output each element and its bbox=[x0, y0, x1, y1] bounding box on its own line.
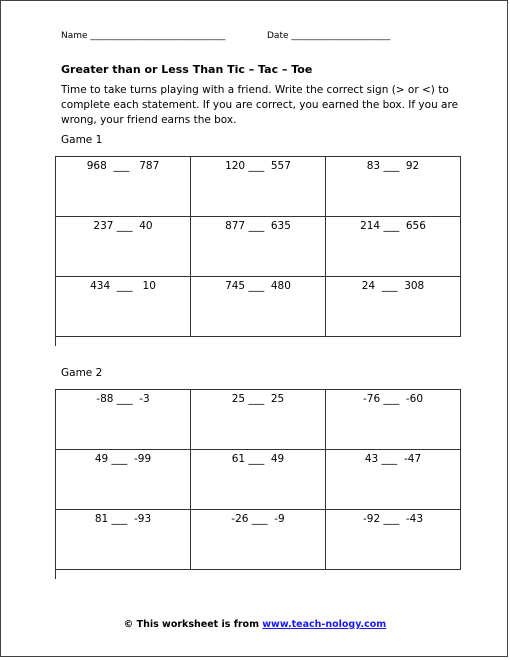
game-2-cell[interactable]: 43 ___ -47 bbox=[326, 450, 461, 510]
footer-link[interactable]: www.teach-nology.com bbox=[262, 619, 387, 630]
footer-prefix: © This worksheet is from bbox=[123, 619, 263, 630]
game-1-cell[interactable]: 214 ___ 656 bbox=[326, 217, 461, 277]
footer bbox=[0, 619, 510, 630]
date-field[interactable]: Date ______________________ bbox=[267, 31, 391, 41]
game-2-label: Game 2 bbox=[61, 367, 103, 379]
game-2-cell[interactable]: 81 ___ -93 bbox=[56, 510, 191, 570]
game-2-grid bbox=[55, 389, 461, 579]
game-1-cell[interactable]: 120 ___ 557 bbox=[191, 157, 326, 217]
worksheet-title: Greater than or Less Than Tic – Tac – Toe bbox=[61, 63, 313, 76]
game-1-cell[interactable]: 968 ___ 787 bbox=[56, 157, 191, 217]
game-1-cell[interactable]: 24 ___ 308 bbox=[326, 277, 461, 337]
game-1-cell[interactable]: 237 ___ 40 bbox=[56, 217, 191, 277]
game-2-cell[interactable]: 61 ___ 49 bbox=[191, 450, 326, 510]
game-2-cell[interactable]: 49 ___ -99 bbox=[56, 450, 191, 510]
name-field[interactable]: Name ______________________________ bbox=[61, 31, 226, 41]
instructions-text: Time to take turns playing with a friend. Write the correct sign (> or <) to complete each statement. If you are correct, you earned the box. If you are wrong, your friend earns the box. bbox=[61, 84, 459, 126]
game-1-cell[interactable]: 745 ___ 480 bbox=[191, 277, 326, 337]
game-2-cell[interactable]: -26 ___ -9 bbox=[191, 510, 326, 570]
game-1-label: Game 1 bbox=[61, 134, 103, 146]
game-2-cell[interactable]: -76 ___ -60 bbox=[326, 390, 461, 450]
game-1-cell[interactable]: 83 ___ 92 bbox=[326, 157, 461, 217]
game-1-grid bbox=[55, 156, 461, 346]
game-1-cell[interactable]: 877 ___ 635 bbox=[191, 217, 326, 277]
game-2-cell[interactable]: -88 ___ -3 bbox=[56, 390, 191, 450]
game-1-cell[interactable]: 434 ___ 10 bbox=[56, 277, 191, 337]
game-2-cell[interactable]: 25 ___ 25 bbox=[191, 390, 326, 450]
game-2-cell[interactable]: -92 ___ -43 bbox=[326, 510, 461, 570]
